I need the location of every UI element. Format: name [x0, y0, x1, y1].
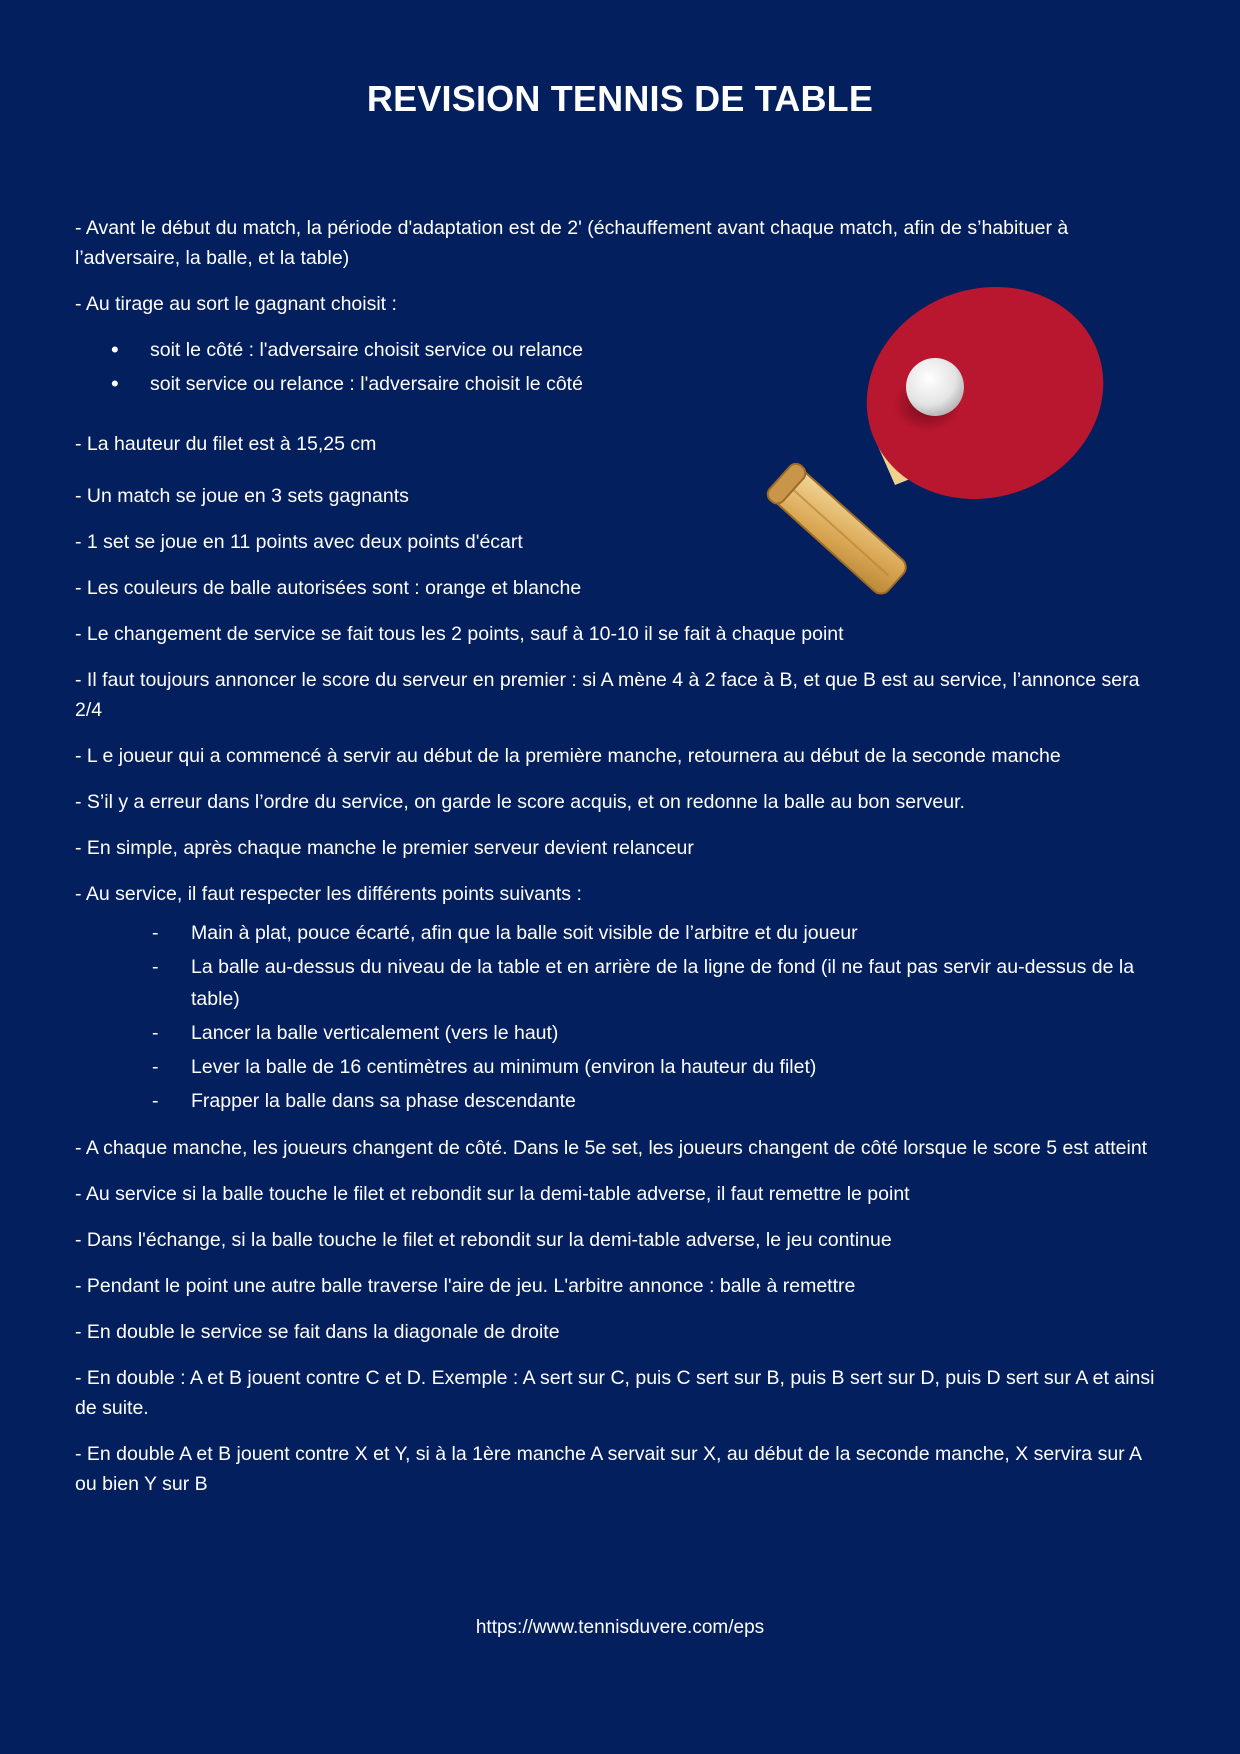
- toss-options-list: [75, 335, 770, 399]
- rule-service-let: - Au service si la balle touche le filet et rebondit sur la demi-table adverse, il faut remettre le point: [75, 1183, 910, 1205]
- rule-set-points: - 1 set se joue en 11 points avec deux points d'écart: [75, 531, 523, 553]
- rule-double-order: - En double : A et B jouent contre C et D. Exemple : A sert sur C, puis C sert sur B, puis B sert sur D, puis D sert sur A et ainsi de suite.: [75, 1367, 1155, 1419]
- rule-net-height: - La hauteur du filet est à 15,25 cm: [75, 433, 377, 455]
- list-item: - Main à plat, pouce écarté, afin que la balle soit visible de l’arbitre et du joueur: [191, 917, 1161, 949]
- list-item: • soit le côté : l'adversaire choisit service ou relance: [150, 335, 770, 365]
- rule-double-second-set: - En double A et B jouent contre X et Y, si à la 1ère manche A servait sur X, au début de la seconde manche, X servira sur A ou bien Y sur B: [75, 1443, 1141, 1495]
- rule-service-change: - Le changement de service se fait tous les 2 points, sauf à 10-10 il se fait à chaque point: [75, 623, 844, 645]
- rules-content: [75, 213, 1165, 1515]
- page-title: REVISION TENNIS DE TABLE: [366, 78, 874, 119]
- rule-first-server: - L e joueur qui a commencé à servir au début de la première manche, retournera au début de la seconde manche: [75, 745, 1061, 767]
- rule-double-diagonal: - En double le service se fait dans la diagonale de droite: [75, 1321, 560, 1343]
- rule-side-change: - A chaque manche, les joueurs changent de côté. Dans le 5e set, les joueurs changent de côté lorsque le score 5 est atteint: [75, 1137, 1148, 1159]
- list-item: - Frapper la balle dans sa phase descendante: [191, 1085, 1161, 1117]
- list-item: - Lever la balle de 16 centimètres au minimum (environ la hauteur du filet): [191, 1051, 1161, 1083]
- rule-ball-colors: - Les couleurs de balle autorisées sont : orange et blanche: [75, 577, 582, 599]
- list-item: - Lancer la balle verticalement (vers le haut): [191, 1017, 1161, 1049]
- rule-rally-net: - Dans l'échange, si la balle touche le filet et rebondit sur la demi-table adverse, le jeu continue: [75, 1229, 892, 1251]
- list-item: • soit service ou relance : l'adversaire choisit le côté: [150, 369, 770, 399]
- rule-match-sets: - Un match se joue en 3 sets gagnants: [75, 485, 409, 507]
- footer-url[interactable]: https://www.tennisduvere.com/eps: [475, 1617, 765, 1638]
- rule-score-announce: - Il faut toujours annoncer le score du serveur en premier : si A mène 4 à 2 face à B, et que B est au service, l’annonce sera 2/4: [75, 669, 1140, 721]
- list-item: - La balle au-dessus du niveau de la table et en arrière de la ligne de fond (il ne faut pas servir au-dessus de la table): [191, 951, 1161, 1015]
- rule-toss: - Au tirage au sort le gagnant choisit :: [75, 293, 397, 315]
- rule-service-error: - S’il y a erreur dans l’ordre du service, on garde le score acquis, et on redonne la balle au bon serveur.: [75, 791, 965, 813]
- service-points-list: [75, 917, 1161, 1117]
- rule-other-ball: - Pendant le point une autre balle traverse l'aire de jeu. L'arbitre annonce : balle à remettre: [75, 1275, 856, 1297]
- rule-adaptation: - Avant le début du match, la période d'adaptation est de 2' (échauffement avant chaque match, afin de s’habituer à l’adversaire, la balle, et la table): [75, 217, 1069, 269]
- rule-service-points-intro: - Au service, il faut respecter les différents points suivants :: [75, 883, 582, 905]
- rule-simple-relanceur: - En simple, après chaque manche le premier serveur devient relanceur: [75, 837, 694, 859]
